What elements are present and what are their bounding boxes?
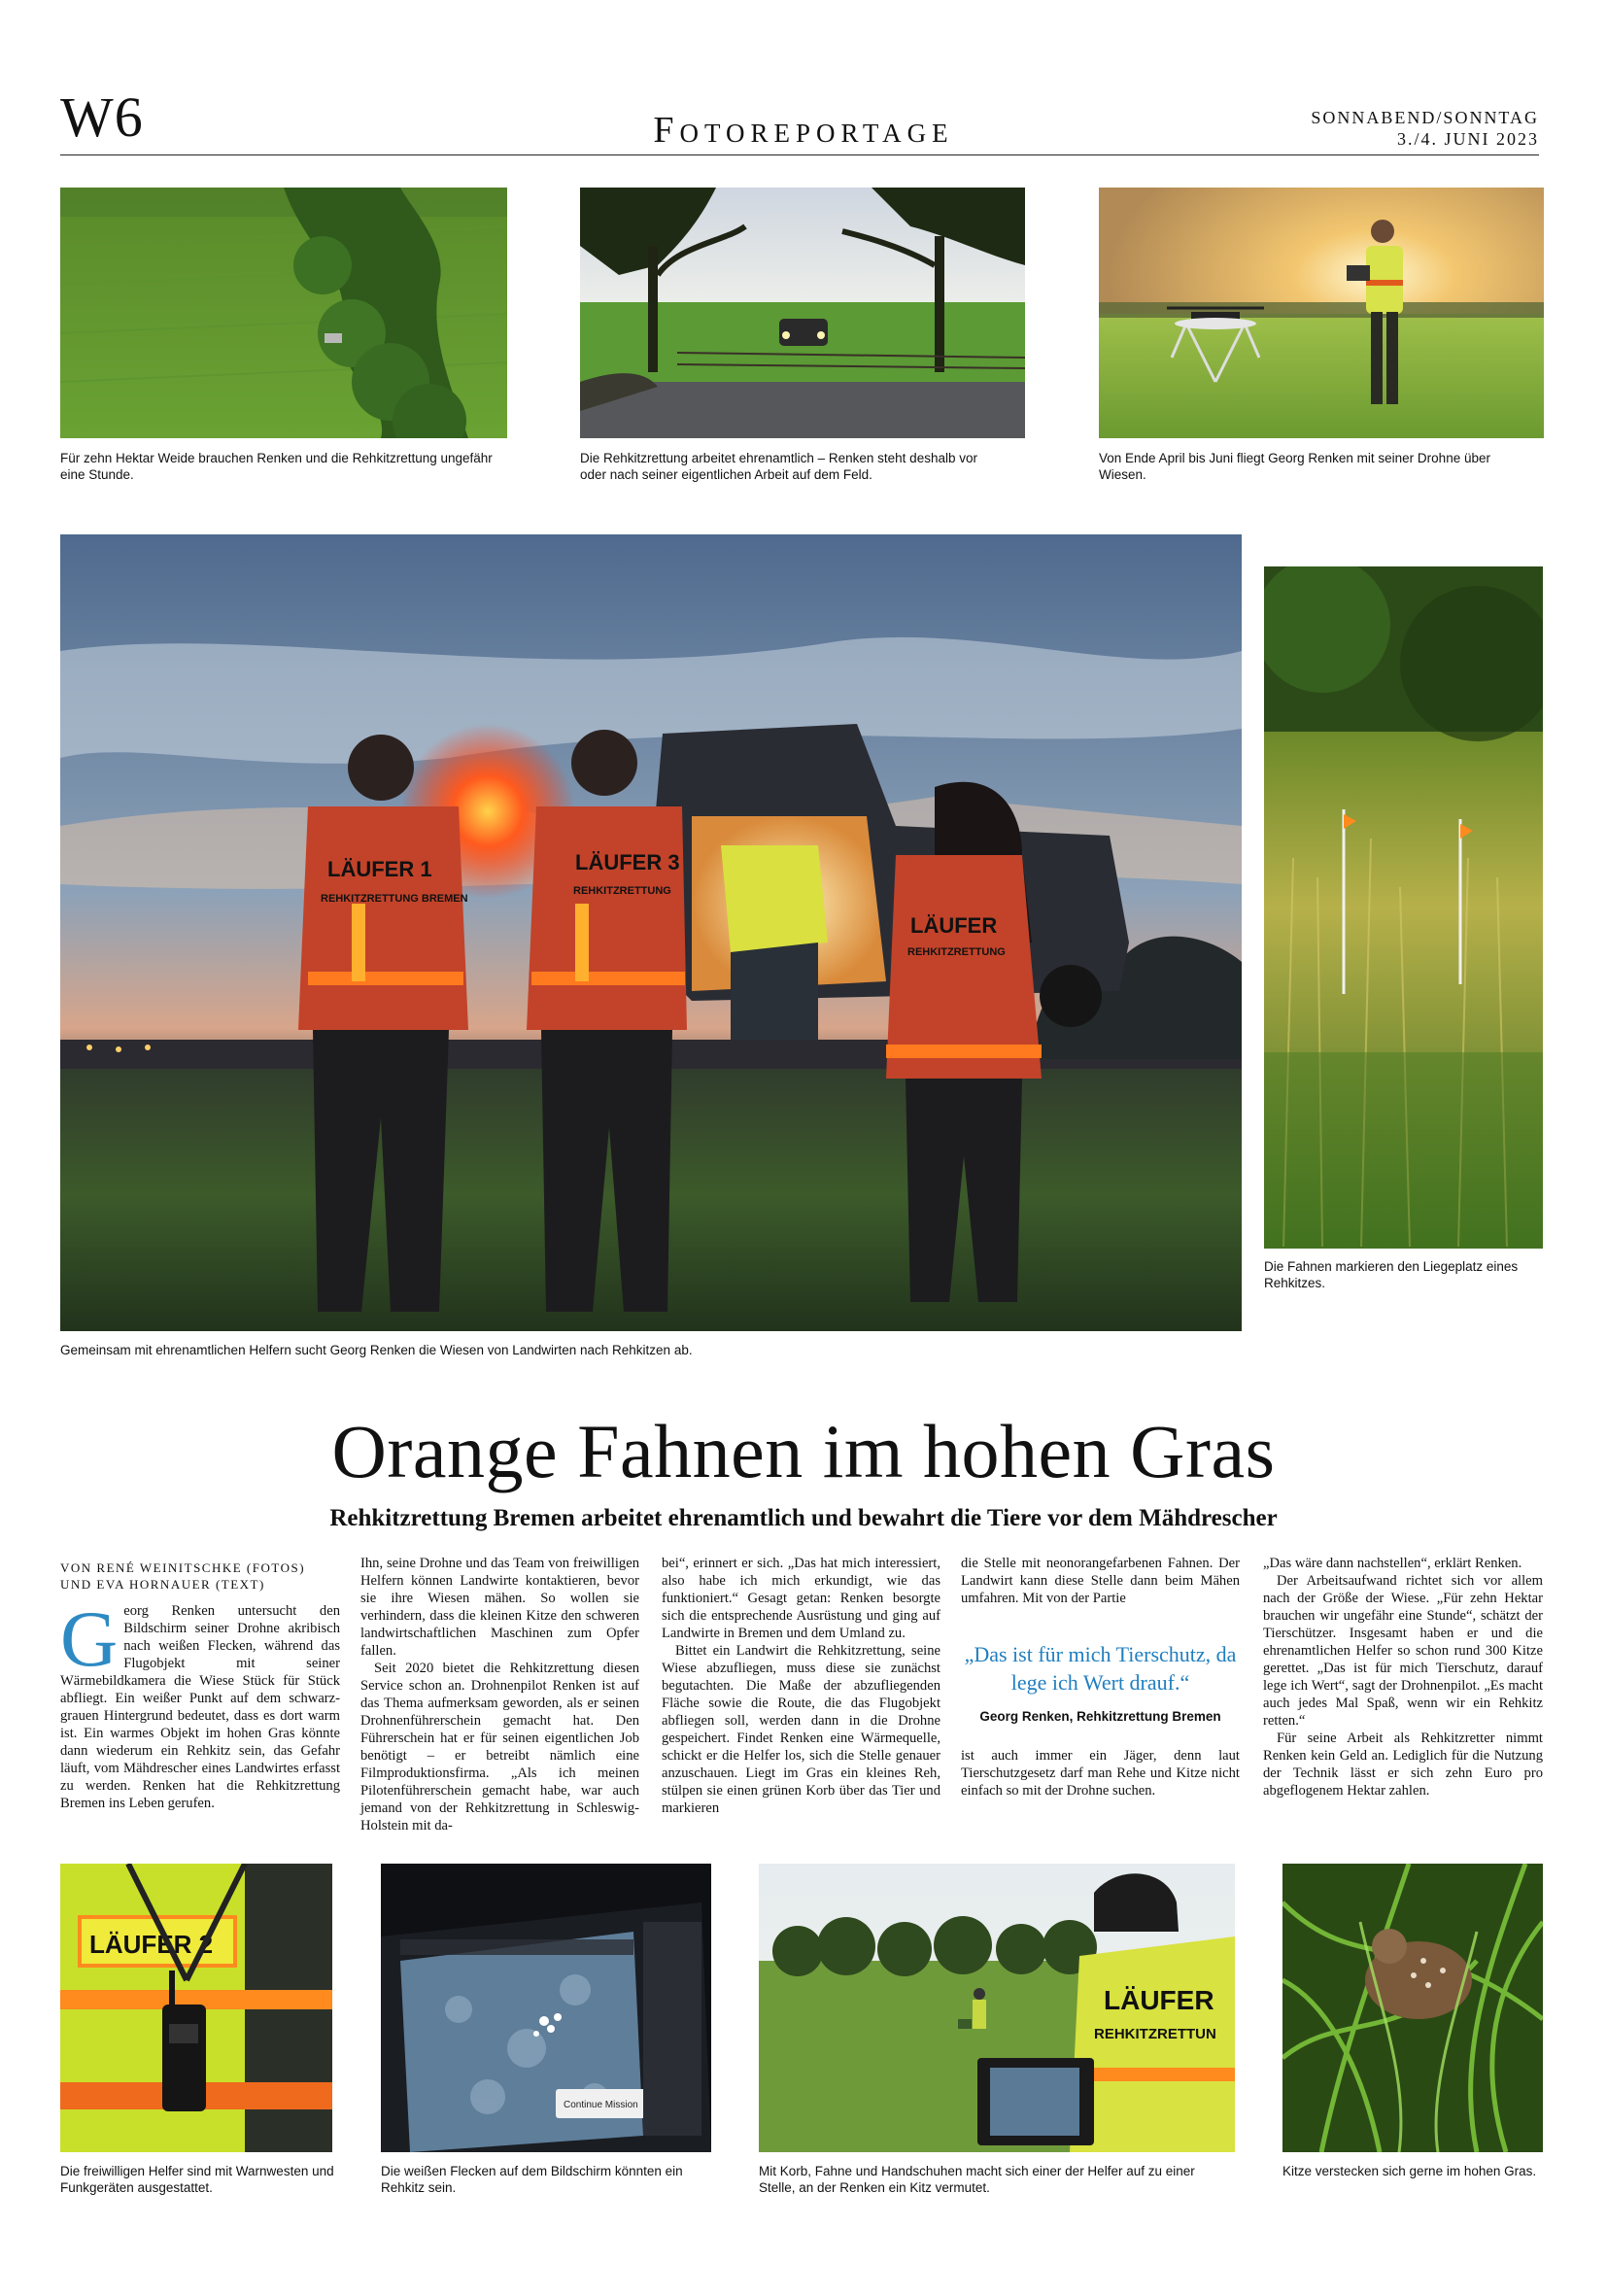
- vest-sublabel-3: REHKITZRETTUNG: [573, 885, 671, 897]
- page-number: W6: [60, 86, 144, 149]
- drop-cap: G: [60, 1594, 119, 1683]
- basket-icon: [958, 2019, 972, 2029]
- caption-top-2: Die Rehkitzrettung arbeitet ehrenamtlich – Renken steht deshalb vor oder nach seiner eigentlichen Arbeit auf dem Feld.: [580, 451, 977, 482]
- photo-main-night-team: [60, 534, 1242, 1331]
- photo-car-field: [580, 188, 1025, 438]
- vest-label-2: LÄUFER 2: [89, 1930, 214, 1959]
- caption-top-1: Für zehn Hektar Weide brauchen Renken und die Rehkitzrettung ungefähr eine Stunde.: [60, 451, 493, 482]
- byline: [60, 1559, 340, 1593]
- pull-quote-source: Georg Renken, Rehkitzrettung Bremen: [979, 1709, 1221, 1724]
- dateline: [1311, 107, 1539, 150]
- vest-label-1: LÄUFER 1: [327, 857, 432, 881]
- caption-main: Gemeinsam mit ehrenamtlichen Helfern sucht Georg Renken die Wiesen von Landwirten nach Rehkitzen ab.: [60, 1343, 693, 1357]
- vest-sublabel-y: REHKITZRETTUN: [1094, 2026, 1216, 2042]
- article-headline: Orange Fahnen im hohen Gras: [331, 1409, 1276, 1493]
- article-paragraph: bei“, erinnert er sich. „Das hat mich interessiert, also habe ich mich erkundigt, wie das funktioniert.“ Gesagt getan: Renken besorgte sich die entsprechende Ausrüstung und ging auf Landwirte in Bremen und dem Umland zu.: [662, 1556, 940, 1641]
- article-paragraph: Für seine Arbeit als Rehkitzretter nimmt Renken kein Geld an. Lediglich für die Nutzung der Technik lässt er sich zehn Euro pro abgeflogenem Hektar zahlen.: [1263, 1731, 1543, 1799]
- article-column-5: [1263, 1555, 1543, 1799]
- car-icon: [325, 333, 342, 343]
- vest-label-x: LÄUFER: [910, 913, 998, 938]
- article-column-4: [961, 1555, 1240, 1799]
- car-icon: [779, 319, 828, 346]
- caption-side: Die Fahnen markieren den Liegeplatz eines Rehkitzes.: [1264, 1259, 1519, 1290]
- continue-mission-button: Continue Mission: [564, 2100, 638, 2110]
- caption-bottom-2: Die weißen Flecken auf dem Bildschirm könnten ein Rehkitz sein.: [381, 2164, 683, 2195]
- article-paragraph: Ihn, seine Drohne und das Team von freiwilligen Helfern können Landwirte kontaktieren, bevor sie ihre Wiesen mähen. So wollen sie verhindern, dass die kleinen Kitze den schweren landwirtschaftlichen Maschinen zum Opfer fallen.: [360, 1556, 639, 1659]
- dateline-day: SONNABEND/SONNTAG: [1311, 108, 1539, 127]
- caption-bottom-4: Kitze verstecken sich gerne im hohen Gras.: [1282, 2164, 1537, 2178]
- caption-bottom-1: Die freiwilligen Helfer sind mit Warnwesten und Funkgeräten ausgestattet.: [60, 2164, 334, 2195]
- vest-label-y: LÄUFER: [1104, 1985, 1214, 2015]
- article-paragraph: die Stelle mit neonorangefarbenen Fahnen. Der Landwirt kann diese Stelle dann beim Mähen umfahren. Mit von der Partie: [961, 1556, 1240, 1606]
- photo-aerial-meadow: [60, 188, 507, 438]
- caption-top-3: Von Ende April bis Juni fliegt Georg Renken mit seiner Drohne über Wiesen.: [1099, 451, 1490, 482]
- article-column-1: [60, 1559, 340, 1812]
- article-paragraph: Der Arbeitsaufwand richtet sich vor allem nach der Größe der Wiese. „Für zehn Hektar brauchen wir ungefähr eine Stunde“, schätzt der Tierschützer. Insgesamt haben er und die ehrenamtlichen Helfer so schon rund 300 Kitze gerettet. „Das ist für mich Tierschutz, darauf lege ich Wert“, sagt der Drohnenpilot. „Es macht auch jedes Mal Spaß, wenn wir ein Rehkitz retten.“: [1263, 1573, 1543, 1729]
- tablet-icon: [381, 1902, 711, 2152]
- article-paragraph: Seit 2020 bietet die Rehkitzrettung diesen Service schon an. Drohnenpilot Renken ist auf das Thema aufmerksam geworden, als er seinen Drohnenführerschein gemacht hat. Den Führerschein hat er für seinen eigentlichen Job benötigt – er betreibt nämlich eine Filmproduktionsfirma. „Als ich meinen Pilotenführerschein gemacht habe, war auch jemand von der Rehkitzrettung in Schleswig-Holstein mit da-: [360, 1661, 639, 1833]
- caption-bottom-3: Mit Korb, Fahne und Handschuhen macht sich einer der Helfer auf zu einer Stelle, an der Renken ein Kitz vermutet.: [759, 2164, 1195, 2195]
- person-icon: [973, 1988, 986, 2029]
- tablet-icon: [977, 2058, 1094, 2145]
- photo-flags-grass: [1264, 566, 1543, 1249]
- photo-thermal-screen: [381, 1864, 711, 2152]
- photo-drone-pilot: [1099, 188, 1544, 438]
- article-column-2: [360, 1555, 639, 1834]
- vest-sublabel-x: REHKITZRETTUNG: [907, 946, 1006, 958]
- header-rule: [60, 154, 1539, 155]
- vest-label-3: LÄUFER 3: [575, 850, 680, 874]
- photo-helper-meadow: [759, 1864, 1235, 2152]
- photo-fawn-grass: [1282, 1864, 1543, 2152]
- byline-text: UND EVA HORNAUER (TEXT): [60, 1577, 265, 1592]
- article-column-3: [662, 1555, 940, 1817]
- article-paragraph: ist auch immer ein Jäger, denn laut Tierschutzgesetz darf man Rehe und Kitze nicht einfach so mit der Drohne suchen.: [961, 1748, 1240, 1799]
- article-paragraph: Bittet ein Landwirt die Rehkitzrettung, seine Wiese abzufliegen, muss diese sie zunächst begutachten. Die Maße der abzufliegenden Fläche sowie die Route, die das Flugobjekt abfliegen soll, werden dann in die Drohne gespeichert. Findet Renken eine Wärmequelle, schickt er die Helfer los, sich die Stelle genauer anzuschauen. Liegt im Gras ein kleines Reh, stülpen sie einen grünen Korb über das Tier und markieren: [662, 1643, 940, 1816]
- photo-vest-radio: [60, 1864, 332, 2152]
- article-subheadline: Rehkitzrettung Bremen arbeitet ehrenamtlich und bewahrt die Tiere vor dem Mähdrescher: [329, 1505, 1278, 1531]
- article-paragraph: „Das wäre dann nachstellen“, erklärt Renken.: [1263, 1556, 1522, 1571]
- person-icon: [721, 845, 828, 1040]
- byline-photos: VON RENÉ WEINITSCHKE (FOTOS): [60, 1560, 306, 1575]
- dateline-date: 3./4. JUNI 2023: [1397, 129, 1539, 149]
- vest-sublabel-1: REHKITZRETTUNG BREMEN: [321, 893, 468, 905]
- article-paragraph: Georg Renken untersucht den Bildschirm seiner Drohne akribisch nach weißen Flecken, während das Flugobjekt mit seiner Wärmebildkamera die Wiese Stück für Stück abfliegt. Ein weißer Punkt auf dem schwarz-grauen Hintergrund bedeutet, dass es dort warm ist. Ein warmes Objekt im hohen Gras könnte dann wiederum ein Rehkitz sein, das Gefahr läuft, vom Mähdrescher eines Landwirtes erfasst zu werden. Renken hat die Rehkitzrettung Bremen ins Leben gerufen.: [60, 1594, 340, 1811]
- section-title: Fotoreportage: [653, 110, 954, 151]
- pull-quote: „Das ist für mich Tierschutz, da lege ich Wert drauf.“: [964, 1642, 1237, 1695]
